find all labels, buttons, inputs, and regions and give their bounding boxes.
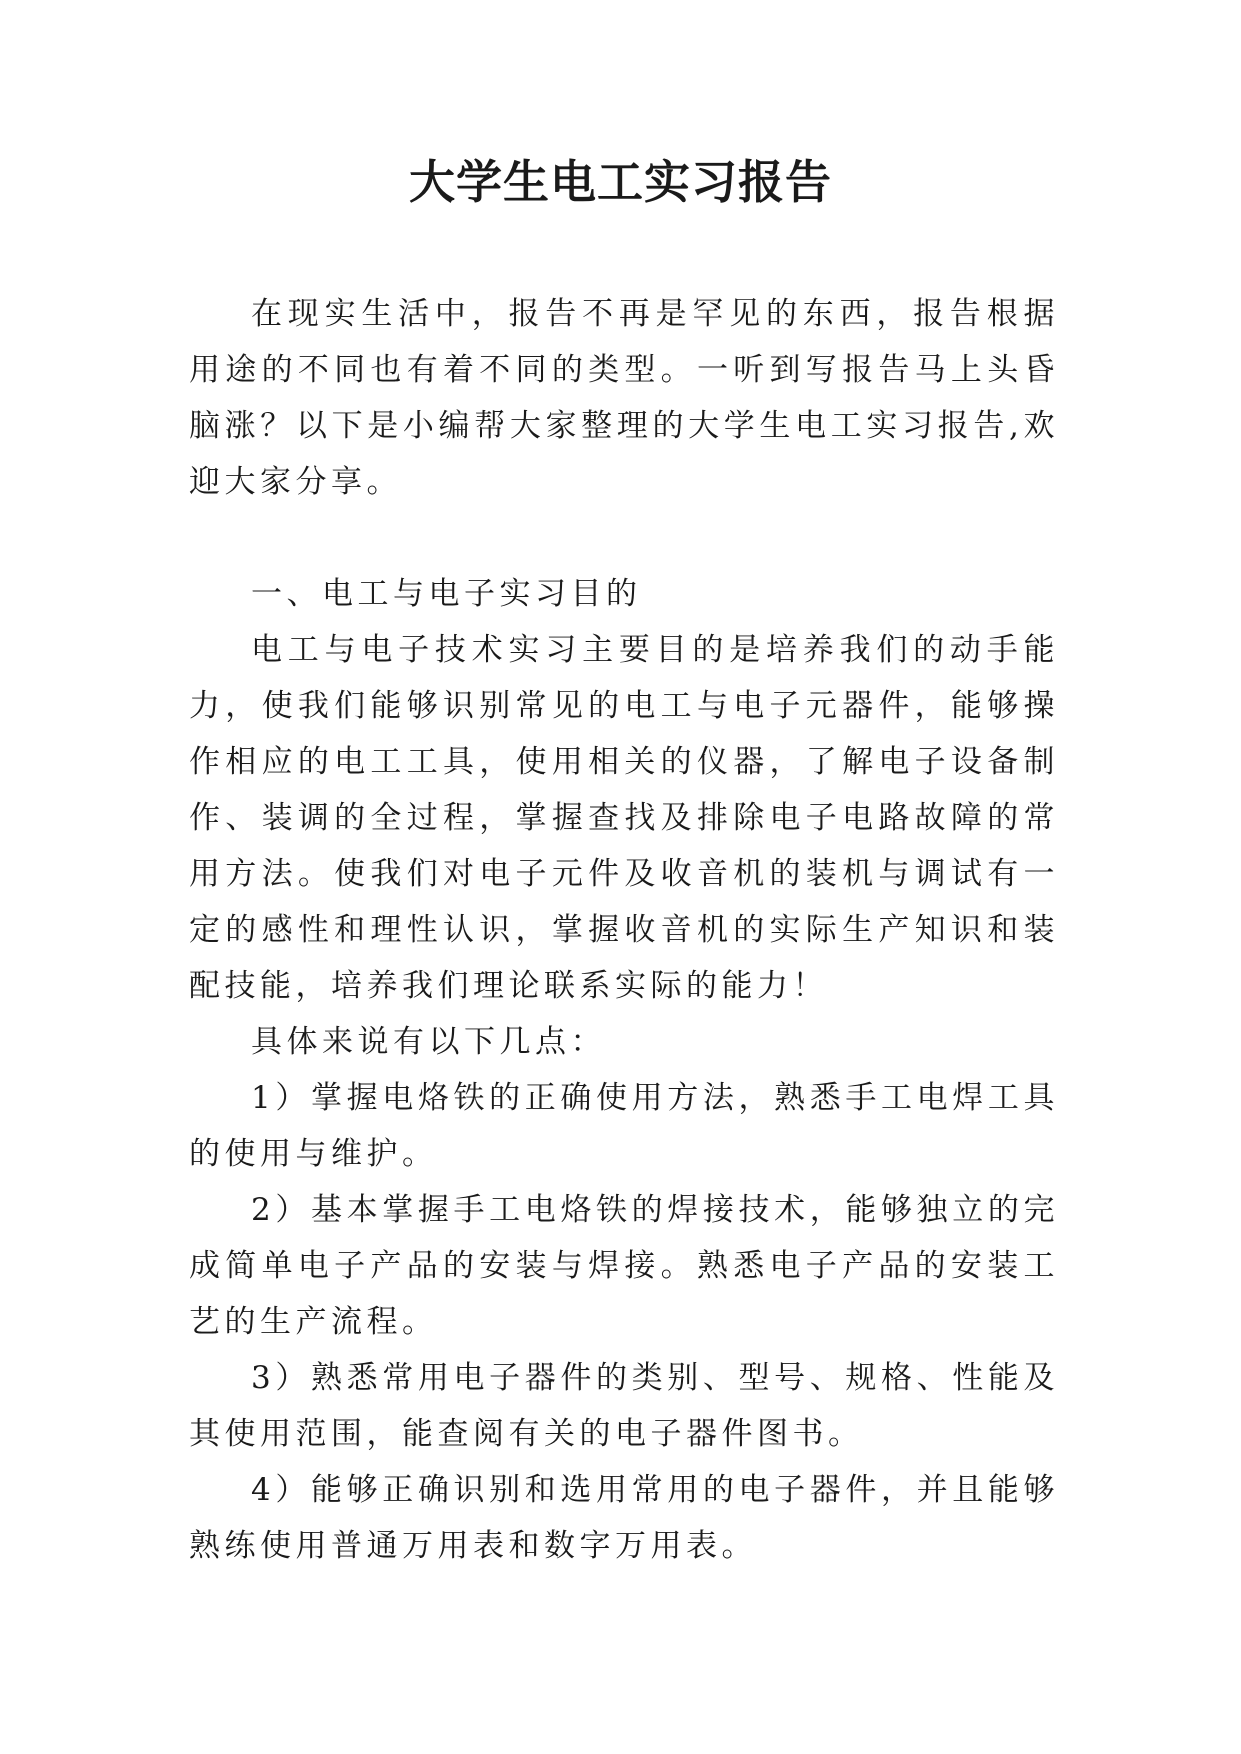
list-item: 4）能够正确识别和选用常用的电子器件，并且能够熟练使用普通万用表和数字万用表。: [189, 1472, 1059, 1564]
intro-paragraph: 在现实生活中，报告不再是罕见的东西，报告根据用途的不同也有着不同的类型。一听到写报告马上头昏脑涨？以下是小编帮大家整理的大学生电工实习报告,欢迎大家分享。: [189, 296, 1059, 500]
list-item: 1）掌握电烙铁的正确使用方法，熟悉手工电焊工具的使用与维护。: [189, 1080, 1059, 1172]
list-item: 2）基本掌握手工电烙铁的焊接技术，能够独立的完成简单电子产品的安装与焊接。熟悉电子产品的安装工艺的生产流程。: [189, 1192, 1059, 1340]
page-title: 大学生电工实习报告: [409, 155, 832, 209]
section-heading: 一、电工与电子实习目的: [251, 576, 642, 612]
document-body: [189, 286, 1059, 1574]
paragraph-spacer: [189, 510, 1059, 566]
points-intro: 具体来说有以下几点：: [251, 1024, 606, 1060]
list-item: 3）熟悉常用电子器件的类别、型号、规格、性能及其使用范围，能查阅有关的电子器件图书。: [189, 1360, 1059, 1452]
section-paragraph: 电工与电子技术实习主要目的是培养我们的动手能力，使我们能够识别常见的电工与电子元器件，能够操作相应的电工工具，使用相关的仪器，了解电子设备制作、装调的全过程，掌握查找及排除电子电路故障的常用方法。使我们对电子元件及收音机的装机与调试有一定的感性和理性认识，掌握收音机的实际生产知识和装配技能，培养我们理论联系实际的能力！: [189, 632, 1059, 1004]
